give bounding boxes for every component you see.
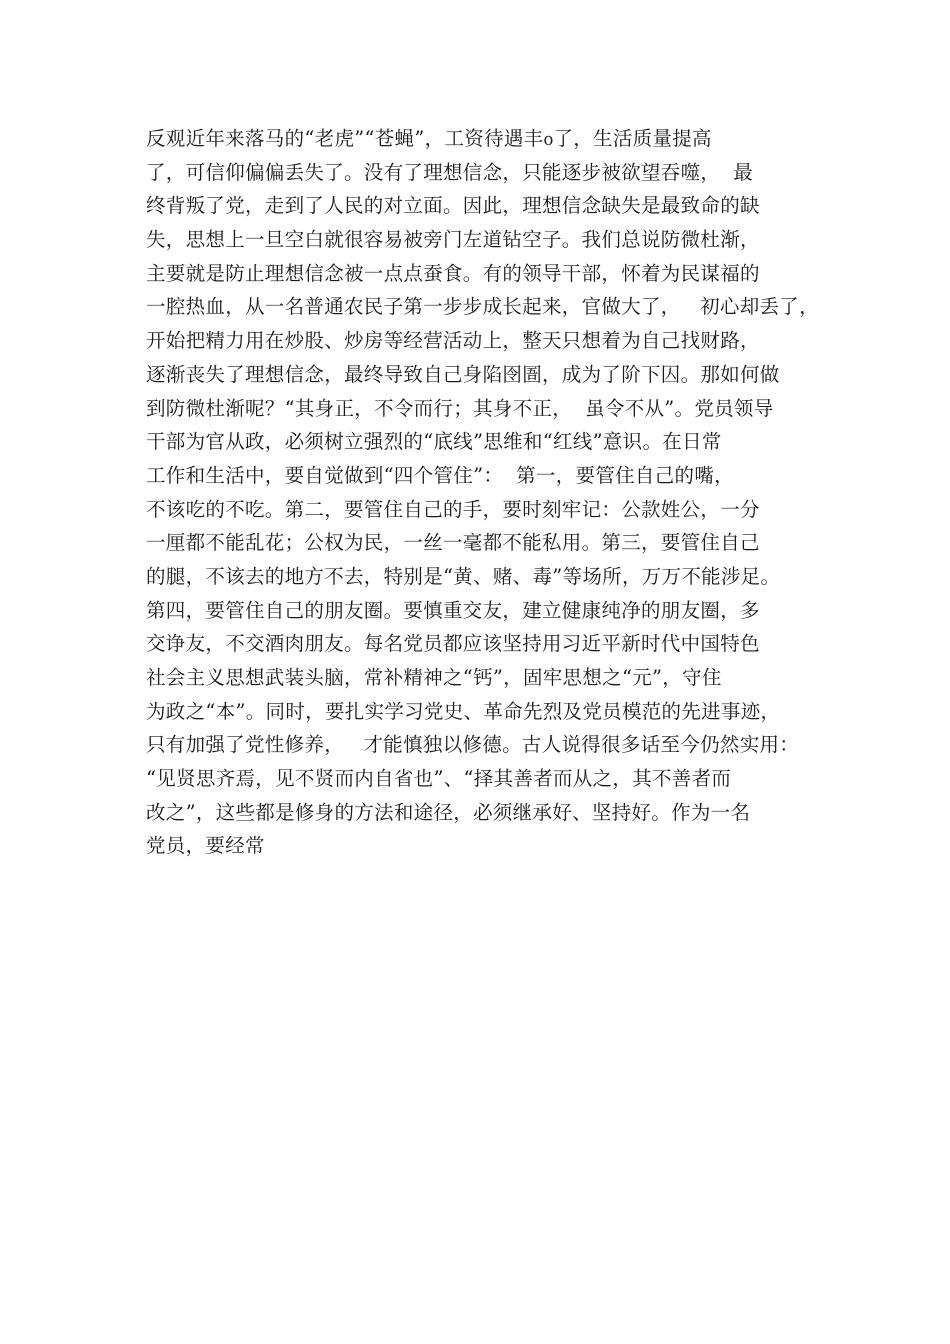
text-line: 为政之“本”。同时，要扎实学习党史、革命先烈及党员模范的先进事迹，: [146, 699, 781, 723]
text-line: 反观近年来落马的“老虎”“苍蝇”，工资待遇丰᧐了，生活质量提高: [146, 127, 712, 150]
text-line: “见贤思齐焉，见不贤而内自省也”、“择其善者而从之，其不善者而: [146, 767, 732, 791]
text-line: 只有加强了党性修养， 才能慎独以修德。古人说得很多话至今仍然实用：: [146, 733, 800, 757]
text-line: 失，思想上一旦空白就很容易被旁门左道钻空子。我们总说防微杜渐，: [146, 228, 760, 252]
text-line: 终背叛了党，走到了人民的对立面。因此，理想信念缺失是最致命的缺: [146, 194, 760, 218]
text-line: 开始把精力用在炒股、炒房等经营活动上，整天只想着为自己找财路，: [146, 329, 760, 353]
text-line: 社会主义思想武装头脑，常补精神之“钙”，固牢思想之“元”，守住: [146, 666, 722, 689]
text-line: 干部为官从政，必须树立强烈的“底线”思维和“红线”意识。在日常: [146, 430, 722, 454]
text-line: 到防微杜渐呢？“其身正，不令而行；其身不正， 虽令不从”。党员领导: [146, 396, 774, 420]
body-text: [146, 122, 846, 863]
text-line: 一腔热血，从一名普通农民子第一步步成长起来，官做大了， 初心却丢了，: [146, 295, 819, 319]
text-line: 主要就是防止理想信念被一点点蚕食。有的领导干部，怀着为民谋福的: [146, 261, 760, 285]
text-line: 了，可信仰偏偏丢失了。没有了理想信念，只能逐步被欲望吞噬， 最: [146, 160, 753, 184]
text-line: 交诤友，不交酒肉朋友。每名党员都应该坚持用习近平新时代中国特色: [146, 632, 760, 656]
text-line: 一厘都不能乱花；公权为民，一丝一毫都不能私用。第三，要管住自己: [146, 531, 760, 555]
text-line: 不该吃的不吃。第二，要管住自己的手，要时刻牢记：公款姓公，一分: [146, 497, 760, 521]
text-line: 逐渐丧失了理想信念，最终导致自己身陷囹圄，成为了阶下囚。那如何做: [146, 362, 780, 386]
text-line: 党员，要经常: [146, 834, 265, 858]
text-line: 改之”，这些都是修身的方法和途径，必须继承好、坚持好。作为一名: [146, 800, 751, 824]
text-line: 的腿，不该去的地方不去，特别是“黄、赌、毒”等场所，万万不能涉足。: [146, 564, 781, 588]
text-line: 工作和生活中，要自觉做到“四个管住”： 第一，要管住自己的嘴，: [146, 463, 734, 487]
text-line: 第四，要管住自己的朋友圈。要慎重交友，建立健康纯净的朋友圈，多: [146, 598, 760, 622]
